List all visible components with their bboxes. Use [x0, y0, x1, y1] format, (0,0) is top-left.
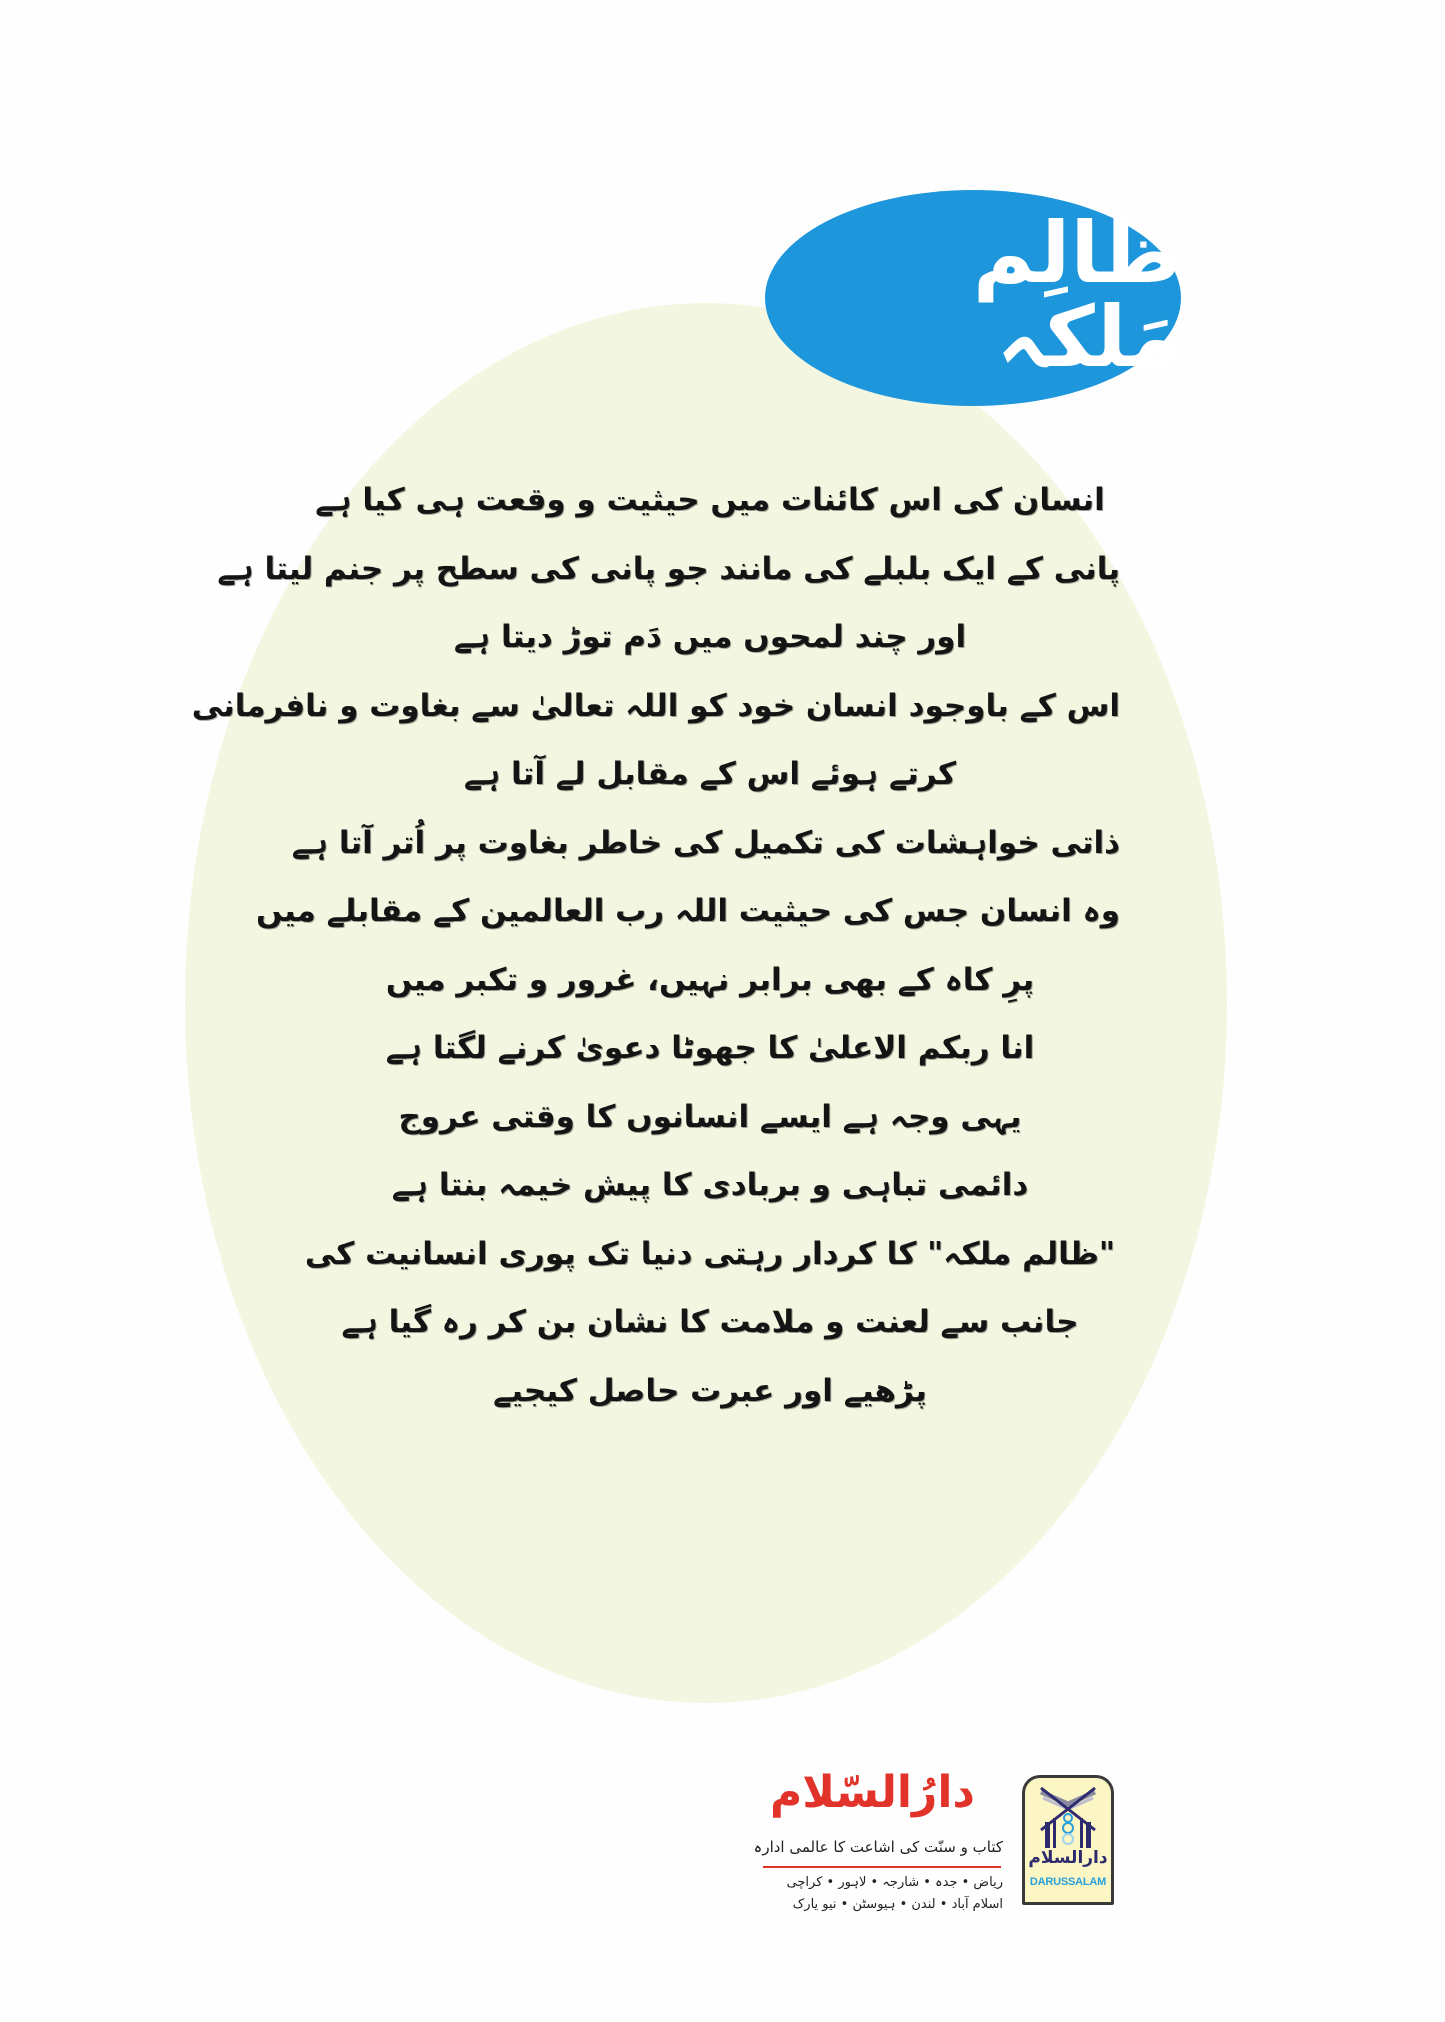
- publisher-tagline: کتاب و سنّت کی اشاعت کا عالمی ادارہ: [753, 1838, 1003, 1856]
- blurb-line: دائمی تباہی و بربادی کا پیش خیمہ بنتا ہے: [391, 1167, 1029, 1203]
- blurb-line: انا ربکم الاعلیٰ کا جھوٹا دعویٰ کرنے لگتا ہے: [385, 1030, 1035, 1066]
- blurb-line: جانب سے لعنت و ملامت کا نشان بن کر رہ گیا ہے: [341, 1304, 1079, 1340]
- blurb-line: پرِ کاہ کے بھی برابر نہیں، غرور و تکبر میں: [385, 961, 1035, 998]
- emblem-latin-label: DARUSSALAM: [1029, 1876, 1107, 1888]
- page-title: ظالِم مَلکہ: [972, 204, 1181, 386]
- emblem-urdu-label: دارالسلام: [1028, 1848, 1108, 1868]
- blurb-line: اس کے باوجود انسان خود کو اللہ تعالیٰ سے بغاوت و نافرمانی: [191, 687, 1120, 724]
- blurb-line: وہ انسان جس کی حیثیت اللہ رب العالمین کے مقابلے میں: [256, 893, 1120, 929]
- blurb-text: [191, 470, 1120, 1429]
- blurb-line: کرتے ہوئے اس کے مقابل لے آتا ہے: [463, 756, 957, 792]
- blurb-line: یہی وجہ ہے ایسے انسانوں کا وقتی عروج: [398, 1098, 1022, 1135]
- blurb-line: ذاتی خواہشات کی تکمیل کی خاطر بغاوت پر اُتر آتا ہے: [291, 824, 1120, 861]
- blurb-line: پڑھیے اور عبرت حاصل کیجیے: [493, 1372, 927, 1409]
- title-badge: [765, 190, 1181, 406]
- publisher-divider: [763, 1866, 1001, 1868]
- blurb-line: پانی کے ایک بلبلے کی مانند جو پانی کی سطح پر جنم لیتا ہے: [217, 550, 1120, 587]
- publisher-cities: [763, 1872, 1003, 1916]
- publisher-block: [755, 1760, 1125, 1920]
- publisher-emblem: [1022, 1775, 1114, 1905]
- blurb-line: "ظالم ملکہ" کا کردار رہتی دنیا تک پوری انسانیت کی: [304, 1235, 1116, 1272]
- blurb-line: انسان کی اس کائنات میں حیثیت و وقعت ہی کیا ہے: [315, 482, 1105, 518]
- publisher-cities-line-1: ریاض • جدہ • شارجہ • لاہور • کراچی: [786, 1875, 1003, 1890]
- blurb-line: اور چند لمحوں میں دَم توڑ دیتا ہے: [453, 619, 967, 655]
- publisher-wordmark: دارُالسّلام: [769, 1767, 975, 1818]
- publisher-cities-line-2: اسلام آباد • لندن • ہیوسٹن • نیو یارک: [792, 1897, 1003, 1912]
